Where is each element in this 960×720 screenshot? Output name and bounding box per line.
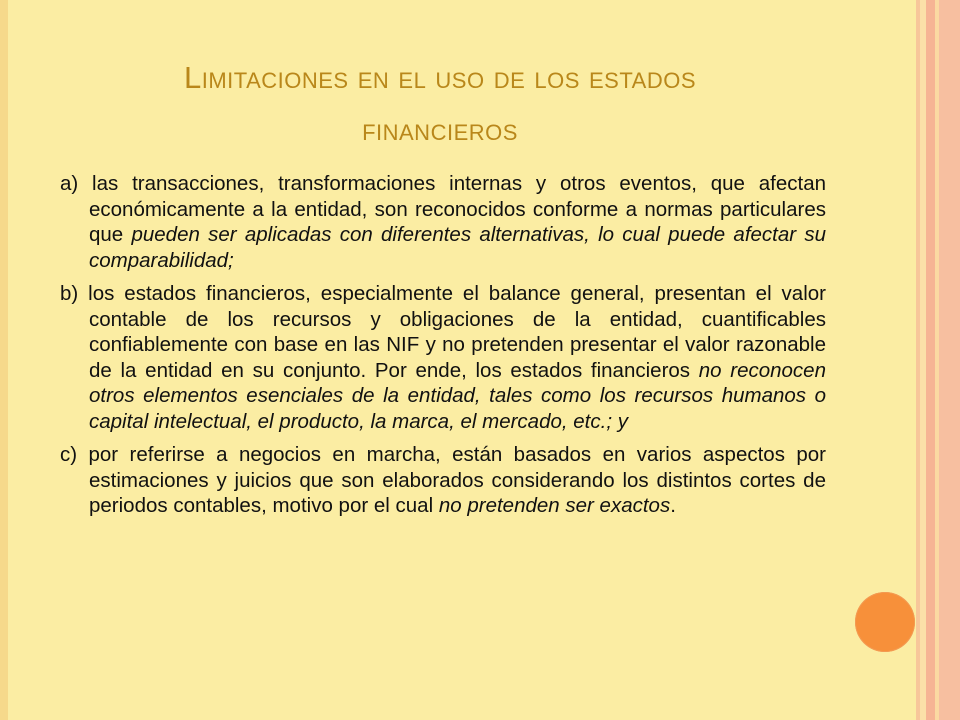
paragraph-b	[60, 281, 826, 434]
paragraph-a	[60, 171, 826, 273]
left-border-decoration	[0, 0, 8, 720]
paragraph-c-italic: no pretenden ser exactos	[438, 494, 671, 517]
slide-title	[60, 52, 820, 156]
paragraph-b-italic: no reconocen otros elementos esenciales de la entidad, tales como los recursos humanos o capital intelectual, el producto, la marca, el mercado, etc.; y	[89, 358, 826, 433]
paragraph-a-italic: pueden ser aplicadas con diferentes alternativas, lo cual puede afectar su comparabilidad;	[89, 223, 827, 272]
paragraph-a-text: a) las transacciones, transformaciones internas y otros eventos, que afectan económicamente a la entidad, son reconocidos conforme a normas particulares que	[60, 172, 826, 246]
right-stripe-decoration	[916, 0, 960, 720]
title-line-1: Limitaciones en el uso de los estados	[183, 60, 697, 95]
slide-body	[60, 171, 826, 519]
stripe	[939, 0, 960, 720]
paragraph-c-end: .	[670, 494, 676, 517]
paragraph-b-text: b) los estados financieros, especialmente el balance general, presentan el valor contable de los recursos y obligaciones de la entidad, cuantificables confiablemente con base en las NIF y no pretenden presentar el valor razonable de la entidad en su conjunto. Por ende, los estados financieros	[60, 282, 826, 382]
stripe	[926, 0, 935, 720]
paragraph-c	[60, 442, 826, 519]
paragraph-c-text: c) por referirse a negocios en marcha, están basados en varios aspectos por estimaciones y juicios que son elaborados considerando los distintos cortes de periodos contables, motivo por el cual	[60, 443, 826, 517]
title-line-2: financieros	[362, 112, 518, 147]
orange-circle-decoration	[855, 592, 915, 652]
